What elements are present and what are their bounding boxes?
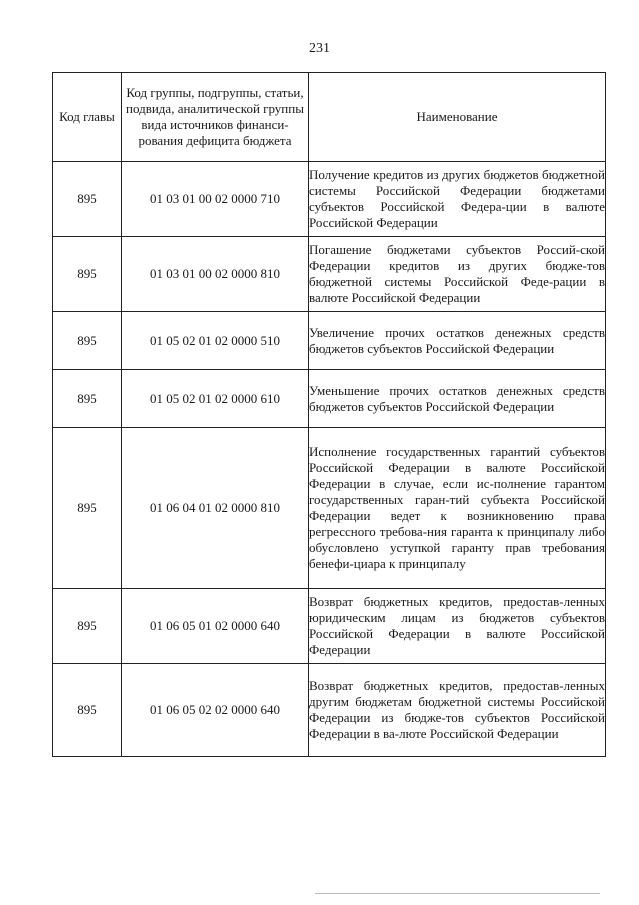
chapter-code-cell: 895 xyxy=(53,162,122,237)
source-code-cell: 01 05 02 01 02 0000 610 xyxy=(122,370,309,428)
table-row xyxy=(53,664,606,757)
source-code-cell: 01 03 01 00 02 0000 710 xyxy=(122,162,309,237)
table-row xyxy=(53,589,606,664)
header-source-code: Код группы, подгруппы, статьи, подвида, аналитической группы вида источников финанси-рования дефицита бюджета xyxy=(122,73,309,162)
page-bottom-rule xyxy=(315,893,600,894)
header-name: Наименование xyxy=(309,73,606,162)
name-cell: Возврат бюджетных кредитов, предостав-ленных другим бюджетам бюджетной системы Российской Федерации из бюдже-тов субъектов Российской Федерации в ва-люте Российской Федерации xyxy=(309,664,606,757)
chapter-code-cell: 895 xyxy=(53,237,122,312)
source-code-cell: 01 03 01 00 02 0000 810 xyxy=(122,237,309,312)
chapter-code-cell: 895 xyxy=(53,589,122,664)
table-row xyxy=(53,237,606,312)
name-cell: Увеличение прочих остатков денежных средств бюджетов субъектов Российской Федерации xyxy=(309,312,606,370)
table-row xyxy=(53,370,606,428)
source-code-cell: 01 06 05 01 02 0000 640 xyxy=(122,589,309,664)
name-cell: Уменьшение прочих остатков денежных средств бюджетов субъектов Российской Федерации xyxy=(309,370,606,428)
page-number: 231 xyxy=(309,41,330,56)
budget-sources-table xyxy=(52,72,606,757)
source-code-cell: 01 05 02 01 02 0000 510 xyxy=(122,312,309,370)
name-cell: Погашение бюджетами субъектов Россий-ской Федерации кредитов из других бюдже-тов бюджетной системы Российской Феде-рации в валюте Российской Федерации xyxy=(309,237,606,312)
chapter-code-cell: 895 xyxy=(53,370,122,428)
header-chapter-code: Код главы xyxy=(53,73,122,162)
table-row xyxy=(53,312,606,370)
chapter-code-cell: 895 xyxy=(53,428,122,589)
table-row xyxy=(53,428,606,589)
name-cell: Возврат бюджетных кредитов, предостав-ленных юридическим лицам из бюджетов субъектов Российской Федерации в валюте Российской Федерации xyxy=(309,589,606,664)
chapter-code-cell: 895 xyxy=(53,664,122,757)
name-cell: Получение кредитов из других бюджетов бюджетной системы Российской Федерации бюджетами субъектов Российской Федера-ции в валюте Российской Федерации xyxy=(309,162,606,237)
name-cell: Исполнение государственных гарантий субъектов Российской Федерации в валюте Российской Федерации в случае, если ис-полнение гарантом государственных гаран-тий субъекта Российской Федерации ведет к возникновению права регрессного требова-ния гаранта к принципалу либо обусловлено уступкой гаранту прав требования бенефи-циара к принципалу xyxy=(309,428,606,589)
table-row xyxy=(53,162,606,237)
chapter-code-cell: 895 xyxy=(53,312,122,370)
table-header-row xyxy=(53,73,606,162)
source-code-cell: 01 06 04 01 02 0000 810 xyxy=(122,428,309,589)
source-code-cell: 01 06 05 02 02 0000 640 xyxy=(122,664,309,757)
